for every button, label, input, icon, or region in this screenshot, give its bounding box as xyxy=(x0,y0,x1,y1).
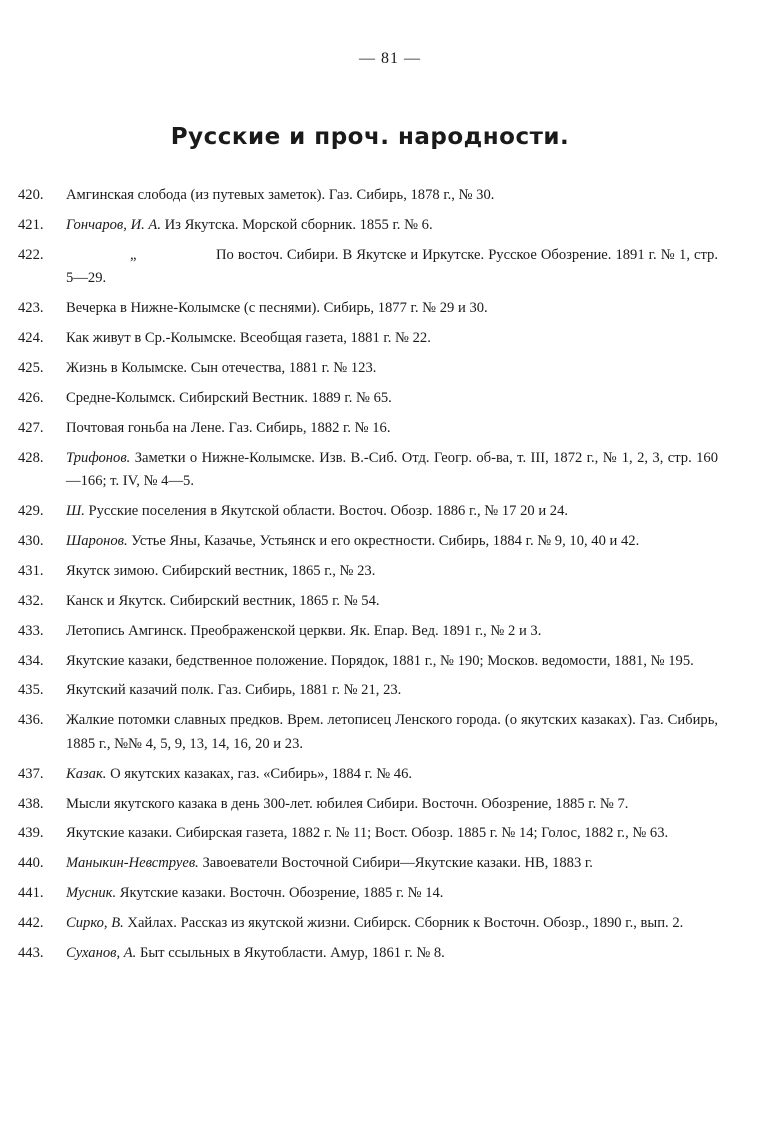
entry-text: Якутские казаки, бедственное положение. Порядок, 1881 г., № 190; Москов. ведомости, 1881, № 195. xyxy=(66,652,694,669)
entry-text: Жизнь в Колымске. Сын отечества, 1881 г. № 123. xyxy=(66,359,377,376)
bibliography-entry xyxy=(18,357,718,380)
bibliography-entry xyxy=(18,327,718,350)
entry-number: 434. xyxy=(18,652,44,669)
entry-number: 435. xyxy=(18,682,44,699)
bibliography-entry xyxy=(18,297,718,320)
entry-text: Почтовая гоньба на Лене. Газ. Сибирь, 1882 г. № 16. xyxy=(66,419,391,436)
entry-text: Якутск зимою. Сибирский вестник, 1865 г., № 23. xyxy=(66,562,376,579)
entry-author: Казак. xyxy=(66,765,107,782)
entry-author: Ш. xyxy=(66,502,85,519)
entry-number: 439. xyxy=(18,825,44,842)
section-heading: Русские и проч. народности. xyxy=(170,124,570,150)
entry-text: Заметки о Нижне-Колымске. Изв. В.-Сиб. Отд. Геогр. об-ва, т. III, 1872 г., № 1, 2, 3, стр. 160—166; т. IV, № 4—5. xyxy=(66,449,718,490)
entry-number: 441. xyxy=(18,885,44,902)
entry-number: 426. xyxy=(18,389,44,406)
entry-author: Маныкин-Невструев. xyxy=(66,855,199,872)
bibliography-entry xyxy=(18,793,718,816)
entry-text: Вечерка в Нижне-Колымске (с песнями). Сибирь, 1877 г. № 29 и 30. xyxy=(66,300,488,317)
bibliography-entry xyxy=(18,184,718,207)
entry-number: 427. xyxy=(18,419,44,436)
entry-number: 438. xyxy=(18,795,44,812)
entry-text: О якутских казаках, газ. «Сибирь», 1884 г. № 46. xyxy=(106,765,413,782)
bibliography-entry xyxy=(18,822,718,845)
ditto-mark: „ xyxy=(130,246,137,263)
entry-text: Амгинская слобода (из путевых заметок). Газ. Сибирь, 1878 г., № 30. xyxy=(66,187,495,203)
bibliography-entry xyxy=(18,650,718,673)
entry-author: Мусник. xyxy=(66,885,117,902)
entry-text: Якутские казаки. Восточн. Обозрение, 1885 г. № 14. xyxy=(116,885,444,902)
entry-author: Шаронов. xyxy=(66,532,128,549)
bibliography-entry xyxy=(18,763,718,786)
entry-text: Канск и Якутск. Сибирский вестник, 1865 г. № 54. xyxy=(66,592,380,609)
entry-number: 421. xyxy=(18,216,44,233)
entry-number: 432. xyxy=(18,592,44,609)
entry-number: 442. xyxy=(18,915,44,932)
entry-number: 437. xyxy=(18,765,44,782)
entry-number: 423. xyxy=(18,300,44,317)
entry-number: 428. xyxy=(18,449,44,466)
entry-text: Мысли якутского казака в день 300-лет. юбилея Сибири. Восточн. Обозрение, 1885 г. № 7. xyxy=(66,795,629,812)
bibliography-entry xyxy=(18,679,718,702)
bibliography-entry xyxy=(18,590,718,613)
entry-number: 429. xyxy=(18,502,44,519)
bibliography-entry xyxy=(18,882,718,905)
bibliography-entry xyxy=(18,417,718,440)
entry-number: 433. xyxy=(18,622,44,639)
entry-author: Трифонов. xyxy=(66,449,131,466)
entry-text: Якутские казаки. Сибирская газета, 1882 г. № 11; Вост. Обозр. 1885 г. № 14; Голос, 1882 г., № 63. xyxy=(66,825,669,842)
bibliography-entry xyxy=(18,942,718,965)
entry-number: 443. xyxy=(18,945,44,962)
entry-text: Якутский казачий полк. Газ. Сибирь, 1881 г. № 21, 23. xyxy=(66,682,402,699)
bibliography-list xyxy=(18,184,718,972)
entry-text: По восточ. Сибири. В Якутске и Иркутске. Русское Обозрение. 1891 г. № 1, стр. 5—29. xyxy=(66,246,718,287)
entry-text: Жалкие потомки славных предков. Врем. летописец Ленского города. (о якутских казаках). Газ. Сибирь, 1885 г., №№ 4, 5, 9, 13, 14, 16, 20 и 23. xyxy=(66,712,718,752)
entry-number: 425. xyxy=(18,359,44,376)
bibliography-entry xyxy=(18,447,718,494)
entry-number: 424. xyxy=(18,330,44,347)
bibliography-entry xyxy=(18,500,718,523)
entry-text: Завоеватели Восточной Сибири—Якутские казаки. НВ, 1883 г. xyxy=(198,855,593,872)
bibliography-entry xyxy=(18,560,718,583)
entry-number: 422. xyxy=(18,246,44,263)
entry-number: 440. xyxy=(18,855,44,872)
entry-number: 420. xyxy=(18,187,44,203)
page-number: — 81 — xyxy=(359,50,421,67)
entry-number: 436. xyxy=(18,712,44,729)
entry-number: 431. xyxy=(18,562,44,579)
entry-text: Из Якутска. Морской сборник. 1855 г. № 6. xyxy=(160,216,433,233)
bibliography-entry xyxy=(18,244,718,291)
bibliography-entry xyxy=(18,709,718,756)
entry-number: 430. xyxy=(18,532,44,549)
entry-text: Как живут в Ср.-Колымске. Всеобщая газета, 1881 г. № 22. xyxy=(66,330,431,347)
entry-author: Гончаров, И. А. xyxy=(66,216,161,233)
entry-text: Быт ссыльных в Якутобласти. Амур, 1861 г. № 8. xyxy=(136,945,445,962)
bibliography-entry xyxy=(18,214,718,237)
bibliography-entry xyxy=(18,912,718,935)
entry-author: Сирко, В. xyxy=(66,915,124,932)
entry-text: Хайлах. Рассказ из якутской жизни. Сибирск. Сборник к Восточн. Обозр., 1890 г., вып. 2. xyxy=(123,915,684,932)
entry-text: Русские поселения в Якутской области. Восточ. Обозр. 1886 г., № 17 20 и 24. xyxy=(84,502,569,519)
bibliography-entry xyxy=(18,530,718,553)
entry-text: Средне-Колымск. Сибирский Вестник. 1889 г. № 65. xyxy=(66,389,392,406)
bibliography-entry xyxy=(18,852,718,875)
entry-author: Суханов, А. xyxy=(66,945,137,962)
bibliography-entry xyxy=(18,620,718,643)
entry-text: Летопись Амгинск. Преображенской церкви. Як. Епар. Вед. 1891 г., № 2 и 3. xyxy=(66,622,542,639)
entry-text: Устье Яны, Казачье, Устьянск и его окрестности. Сибирь, 1884 г. № 9, 10, 40 и 42. xyxy=(127,532,640,549)
bibliography-entry xyxy=(18,387,718,410)
